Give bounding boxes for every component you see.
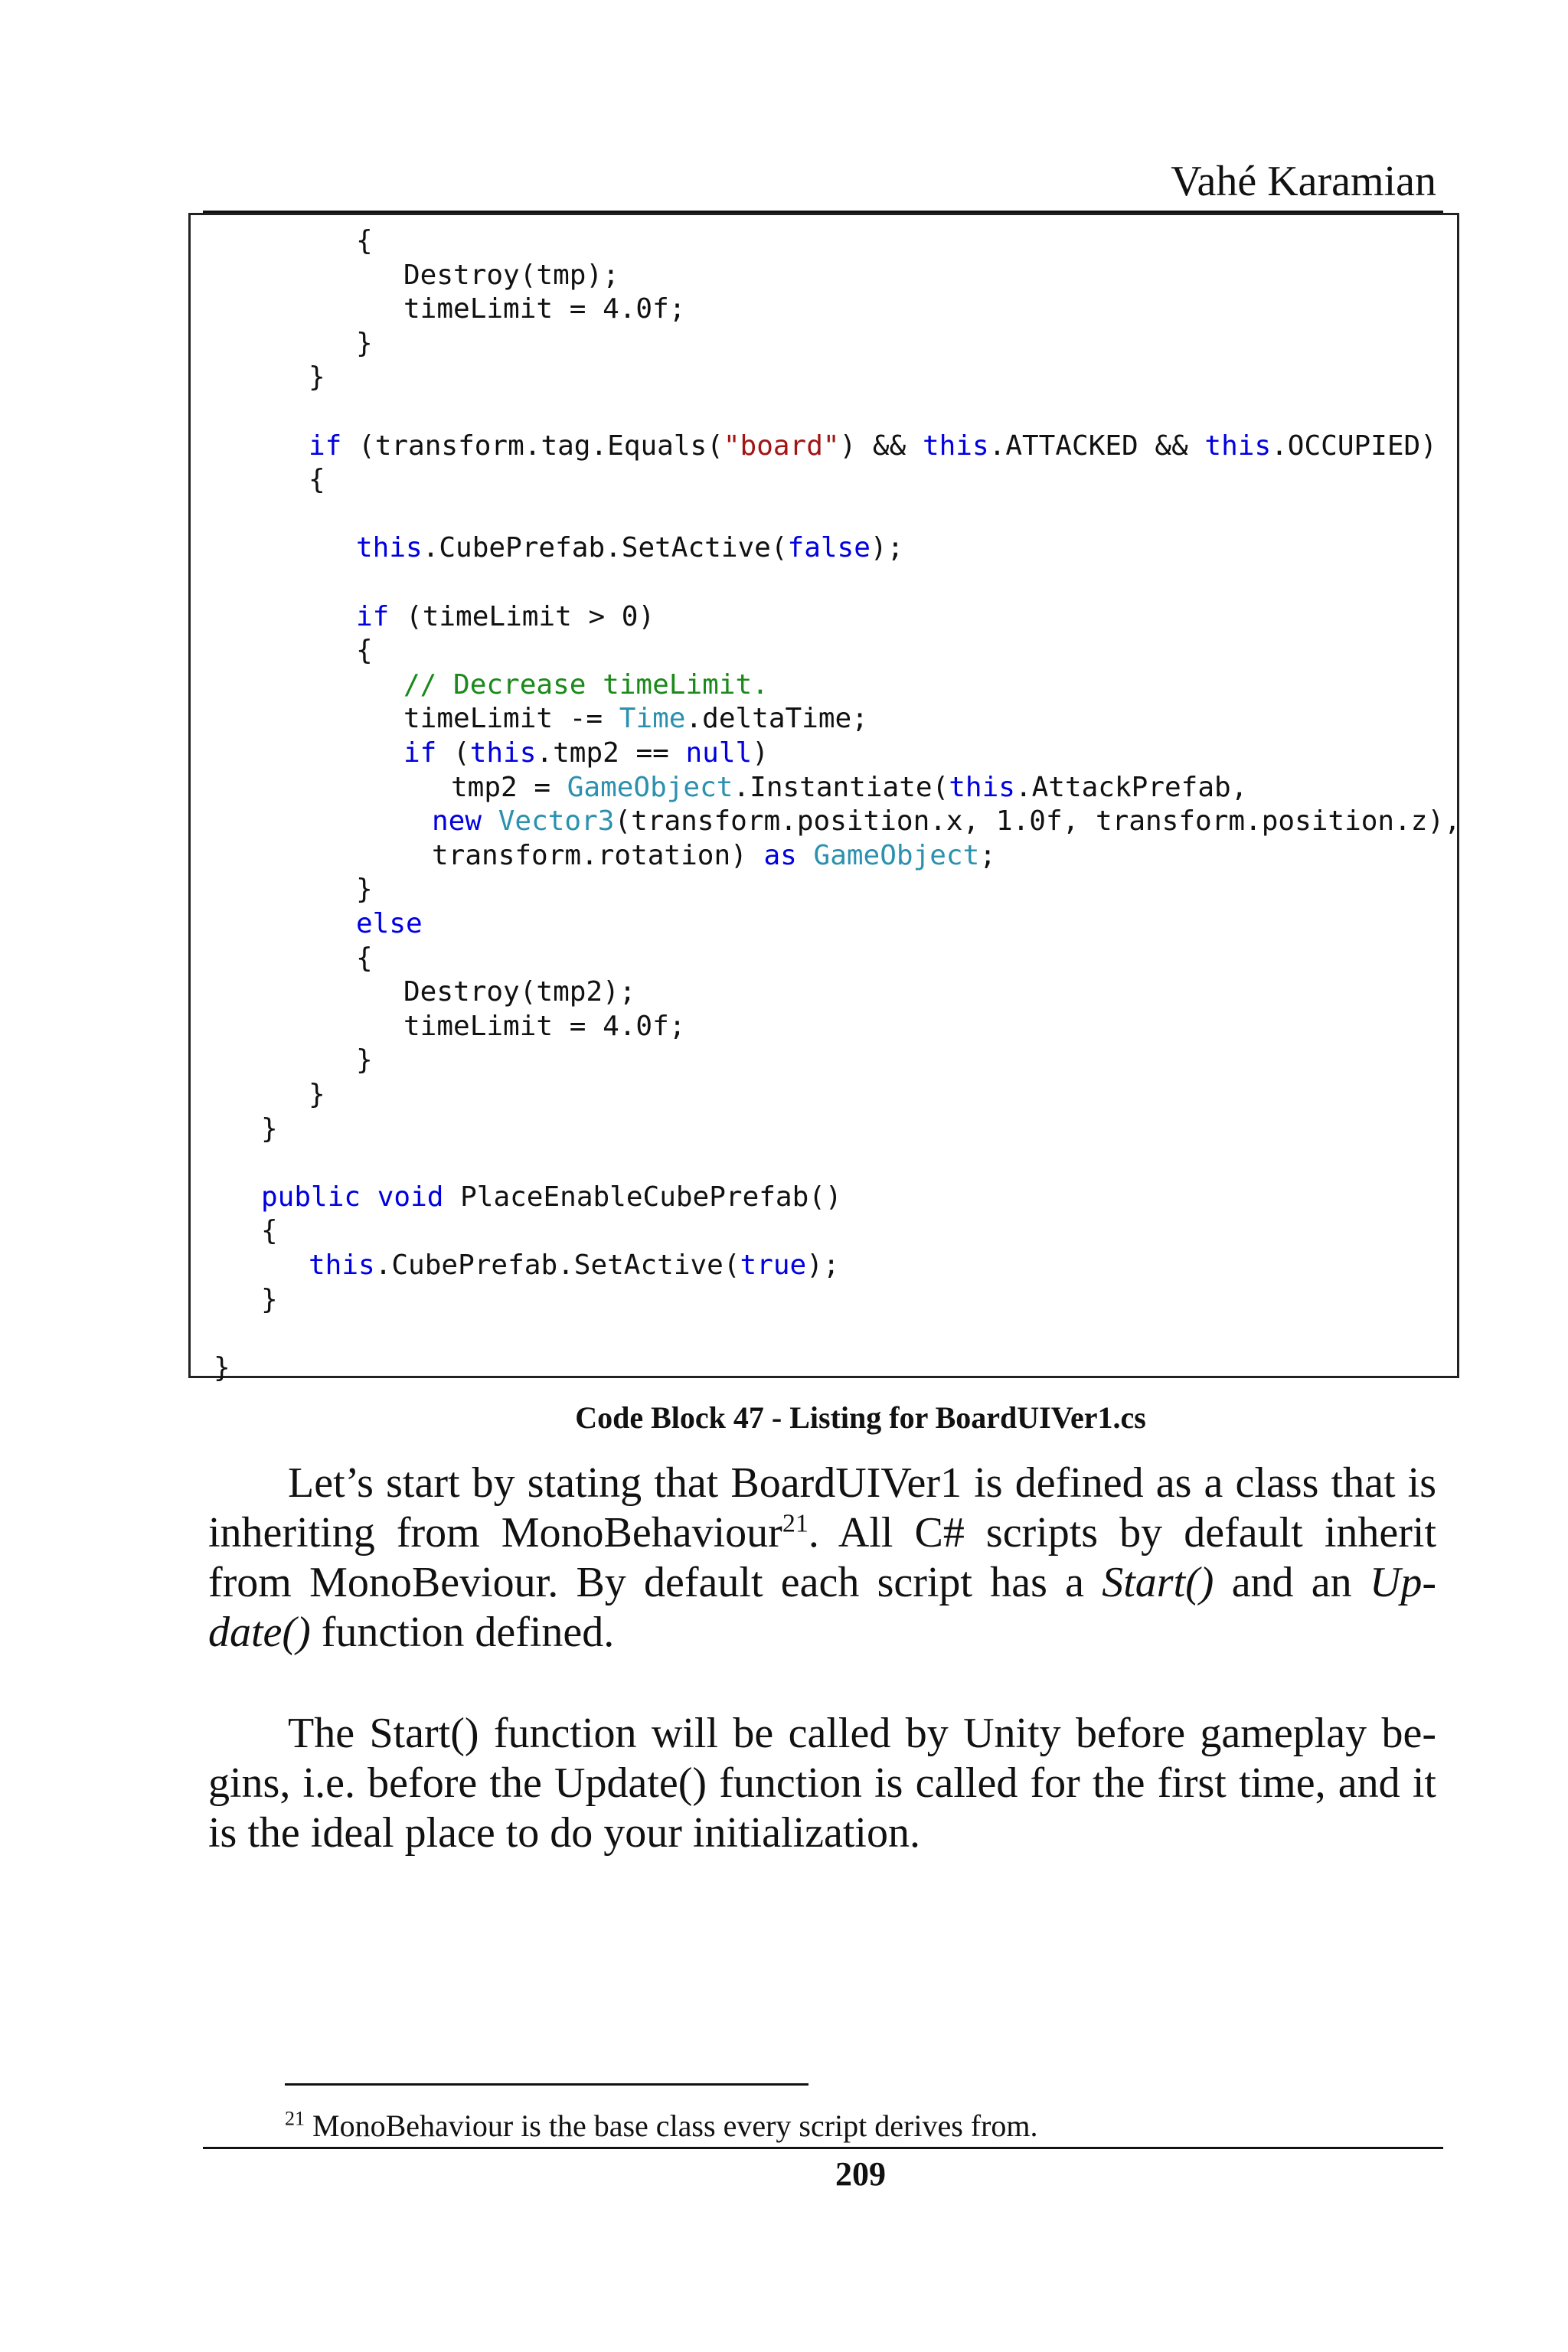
code-token: .AttackPrefab, (1014, 772, 1248, 803)
code-token: .ATTACKED && (988, 430, 1205, 462)
code-token: ); (870, 532, 904, 564)
code-token: GameObject (813, 840, 980, 871)
code-token: .Instantiate( (733, 772, 949, 803)
code-token: transform.rotation) (432, 840, 764, 871)
code-token: Destroy(tmp2); (403, 976, 636, 1008)
code-token: new (432, 805, 482, 837)
code-token: { (309, 464, 325, 495)
code-token (797, 840, 814, 871)
code-token: as (763, 840, 797, 871)
body-paragraph-1 (208, 1459, 1436, 1658)
code-token: { (356, 942, 373, 974)
code-token: { (356, 635, 373, 666)
code-token: this (469, 737, 537, 769)
code-token: .deltaTime; (685, 703, 868, 734)
para2-text: The Start() function will be called by Unity before gameplay be-gins, i.e. before the Update() function is called for the first time, and it is the ideal place to do your initialization. (208, 1710, 1436, 1857)
code-token: } (356, 1044, 373, 1076)
code-token: if (356, 601, 390, 632)
code-token: this (309, 1250, 375, 1281)
code-token: { (261, 1215, 278, 1246)
code-line (403, 292, 685, 326)
footnote-number: 21 (285, 2107, 305, 2130)
footnote-rule (285, 2083, 808, 2086)
code-line (356, 942, 373, 975)
code-line (309, 1249, 840, 1282)
code-token: } (356, 328, 373, 359)
code-block-frame (188, 213, 1461, 1383)
code-line (356, 224, 373, 258)
code-token: .CubePrefab.SetActive( (422, 532, 788, 564)
page-number: 209 (835, 2155, 886, 2193)
code-token: PlaceEnableCubePrefab() (443, 1181, 842, 1213)
para1-text-1: Let’s start by stating that BoardUIVer1 is defined as a class that is inheriting from MonoBehaviour (208, 1459, 1436, 1557)
code-token: } (309, 361, 325, 393)
code-line (261, 1283, 278, 1317)
code-token: tmp2 = (451, 772, 567, 803)
code-token: Time (619, 703, 686, 734)
footer-rule (203, 2147, 1443, 2149)
code-token: timeLimit = 4.0f; (403, 293, 686, 325)
code-token: else (356, 908, 423, 939)
code-line (451, 771, 1247, 805)
code-token: } (356, 874, 373, 905)
code-line (261, 1181, 842, 1214)
code-line (432, 805, 1461, 838)
code-token: public (261, 1181, 361, 1213)
running-header-author: Vahé Karamian (1171, 158, 1436, 205)
para1-text-2: . All C# scripts by default inherit from MonoBeviour. By default each script has a (208, 1509, 1437, 1606)
code-line (309, 463, 325, 497)
code-line (356, 531, 903, 565)
code-token: if (403, 737, 437, 769)
code-line (261, 1214, 278, 1248)
code-line (309, 430, 1437, 463)
code-token: timeLimit -= (403, 703, 619, 734)
code-line (356, 634, 373, 668)
code-token: GameObject (567, 772, 733, 803)
code-token (482, 805, 498, 837)
code-line (356, 327, 373, 361)
update-function-name: Up-date() (208, 1559, 1436, 1656)
footnote (285, 2107, 1038, 2145)
code-token: } (309, 1079, 325, 1110)
code-token: (timeLimit > 0) (389, 601, 655, 632)
code-token: Vector3 (498, 805, 615, 837)
code-line (403, 702, 868, 736)
code-line (261, 1112, 278, 1146)
code-token: void (377, 1181, 444, 1213)
code-line (403, 668, 769, 702)
code-token: } (261, 1284, 278, 1315)
code-line (214, 1351, 230, 1385)
code-line (403, 1010, 685, 1044)
code-line (309, 1078, 325, 1112)
code-token: this (922, 430, 989, 462)
code-token: this (949, 772, 1015, 803)
code-line (356, 873, 373, 906)
code-token: (transform.position.x, 1.0f, transform.position.z), (614, 805, 1461, 837)
code-line (309, 361, 325, 394)
code-token: Destroy(tmp); (403, 260, 619, 291)
code-token (361, 1181, 377, 1213)
code-token: // Decrease timeLimit. (403, 669, 769, 701)
code-token: this (1204, 430, 1272, 462)
code-line (403, 975, 635, 1009)
start-function-name: Start() (1102, 1559, 1214, 1606)
code-line (356, 600, 655, 634)
code-token: } (214, 1352, 230, 1383)
footnote-text: MonoBehaviour is the base class every script derives from. (305, 2109, 1038, 2143)
code-line (403, 259, 619, 292)
code-token: ( (436, 737, 470, 769)
code-token: if (309, 430, 342, 462)
code-token: null (685, 737, 753, 769)
code-token: this (356, 532, 423, 564)
code-token: } (261, 1113, 278, 1145)
code-line (432, 839, 996, 873)
footnote-reference: 21 (782, 1509, 808, 1538)
code-token: "board" (723, 430, 840, 462)
code-block-caption: Code Block 47 - Listing for BoardUIVer1.cs (575, 1400, 1146, 1435)
para1-text-4: function defined. (310, 1609, 615, 1656)
code-token: ); (806, 1250, 840, 1281)
code-token: false (787, 532, 871, 564)
code-line (403, 737, 769, 770)
para1-text-3: and an (1214, 1559, 1370, 1606)
code-token: true (740, 1250, 807, 1281)
code-token: (transform.tag.Equals( (341, 430, 724, 462)
code-token: .tmp2 == (536, 737, 686, 769)
code-token: .OCCUPIED) (1271, 430, 1437, 462)
code-line (356, 1044, 373, 1077)
code-line (356, 907, 423, 941)
code-token: .CubePrefab.SetActive( (374, 1250, 740, 1281)
code-token: ; (979, 840, 996, 871)
code-token: ) (752, 737, 769, 769)
code-token: timeLimit = 4.0f; (403, 1011, 686, 1042)
body-paragraph-2 (208, 1709, 1436, 1858)
code-token: ) && (839, 430, 923, 462)
code-token: { (356, 225, 373, 256)
